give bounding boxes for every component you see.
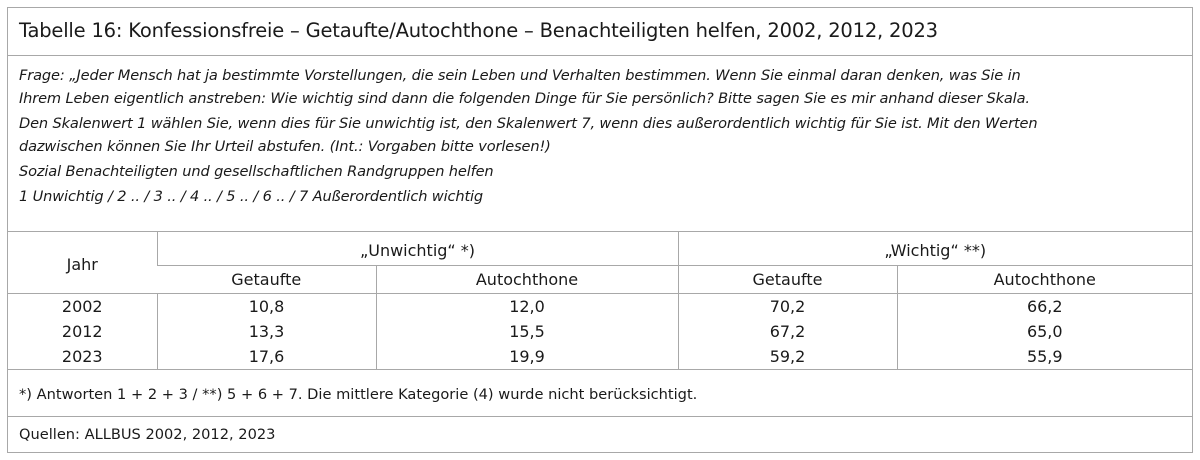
group-header-unwichtig: „Unwichtig“ *) [157, 232, 678, 266]
table-footnote: *) Antworten 1 + 2 + 3 / **) 5 + 6 + 7. Die mittlere Kategorie (4) wurde nicht berücksichtigt. [19, 386, 698, 403]
subheader-autochthone: Autochthone [376, 266, 678, 294]
table-row [8, 344, 1192, 370]
value-cell: 19,9 [376, 344, 678, 370]
data-table [8, 231, 1192, 370]
value-cell: 17,6 [157, 344, 376, 370]
year-cell: 2012 [61, 322, 103, 341]
question-block [19, 64, 1185, 208]
value-cell: 10,8 [157, 294, 376, 320]
value-cell: 12,0 [376, 294, 678, 320]
table-title: Tabelle 16: Konfessionsfreie – Getaufte/Autochthone – Benachteiligten helfen, 2002, 2012, 2023 [8, 8, 1192, 56]
value-cell: 65,0 [897, 319, 1192, 344]
value-cell: 66,2 [897, 294, 1192, 320]
value-cell: 59,2 [678, 344, 897, 370]
value-cell: 13,3 [157, 319, 376, 344]
question-text-line: Ihrem Leben eigentlich anstreben: Wie wichtig sind dann die folgenden Dinge für Sie persönlich? Bitte sagen Sie es mir anhand dieser Skala. [19, 90, 1030, 107]
value-cell: 55,9 [897, 344, 1192, 370]
year-cell: 2002 [61, 297, 103, 316]
table-header-row [8, 232, 1192, 266]
table-frame [7, 7, 1193, 453]
subheader-getaufte: Getaufte [157, 266, 376, 294]
group-header-wichtig: „Wichtig“ **) [678, 232, 1192, 266]
question-text-line: Frage: „Jeder Mensch hat ja bestimmte Vorstellungen, die sein Leben und Verhalten bestimmen. Wenn Sie einmal daran denken, was Sie in [19, 67, 1021, 84]
table-row [8, 319, 1192, 344]
year-header: Jahr [8, 232, 157, 294]
year-cell: 2023 [8, 344, 157, 370]
source-note: Quellen: ALLBUS 2002, 2012, 2023 [19, 426, 276, 443]
table-subheader-row [8, 266, 1192, 294]
subheader-autochthone: Autochthone [897, 266, 1192, 294]
question-text-line: Den Skalenwert 1 wählen Sie, wenn dies für Sie unwichtig ist, den Skalenwert 7, wenn dies außerordentlich wichtig für Sie ist. Mit den Werten [19, 115, 1038, 132]
question-text-line: dazwischen können Sie Ihr Urteil abstufen. (Int.: Vorgaben bitte vorlesen!) [19, 138, 551, 155]
table-row [8, 294, 1192, 320]
value-cell: 70,2 [678, 294, 897, 320]
divider [8, 416, 1192, 417]
value-cell: 15,5 [376, 319, 678, 344]
scale-description: 1 Unwichtig / 2 .. / 3 .. / 4 .. / 5 .. / 6 .. / 7 Außerordentlich wichtig [19, 188, 484, 205]
subheader-getaufte: Getaufte [678, 266, 897, 294]
value-cell: 67,2 [678, 319, 897, 344]
question-item: Sozial Benachteiligten und gesellschaftlichen Randgruppen helfen [19, 163, 494, 180]
